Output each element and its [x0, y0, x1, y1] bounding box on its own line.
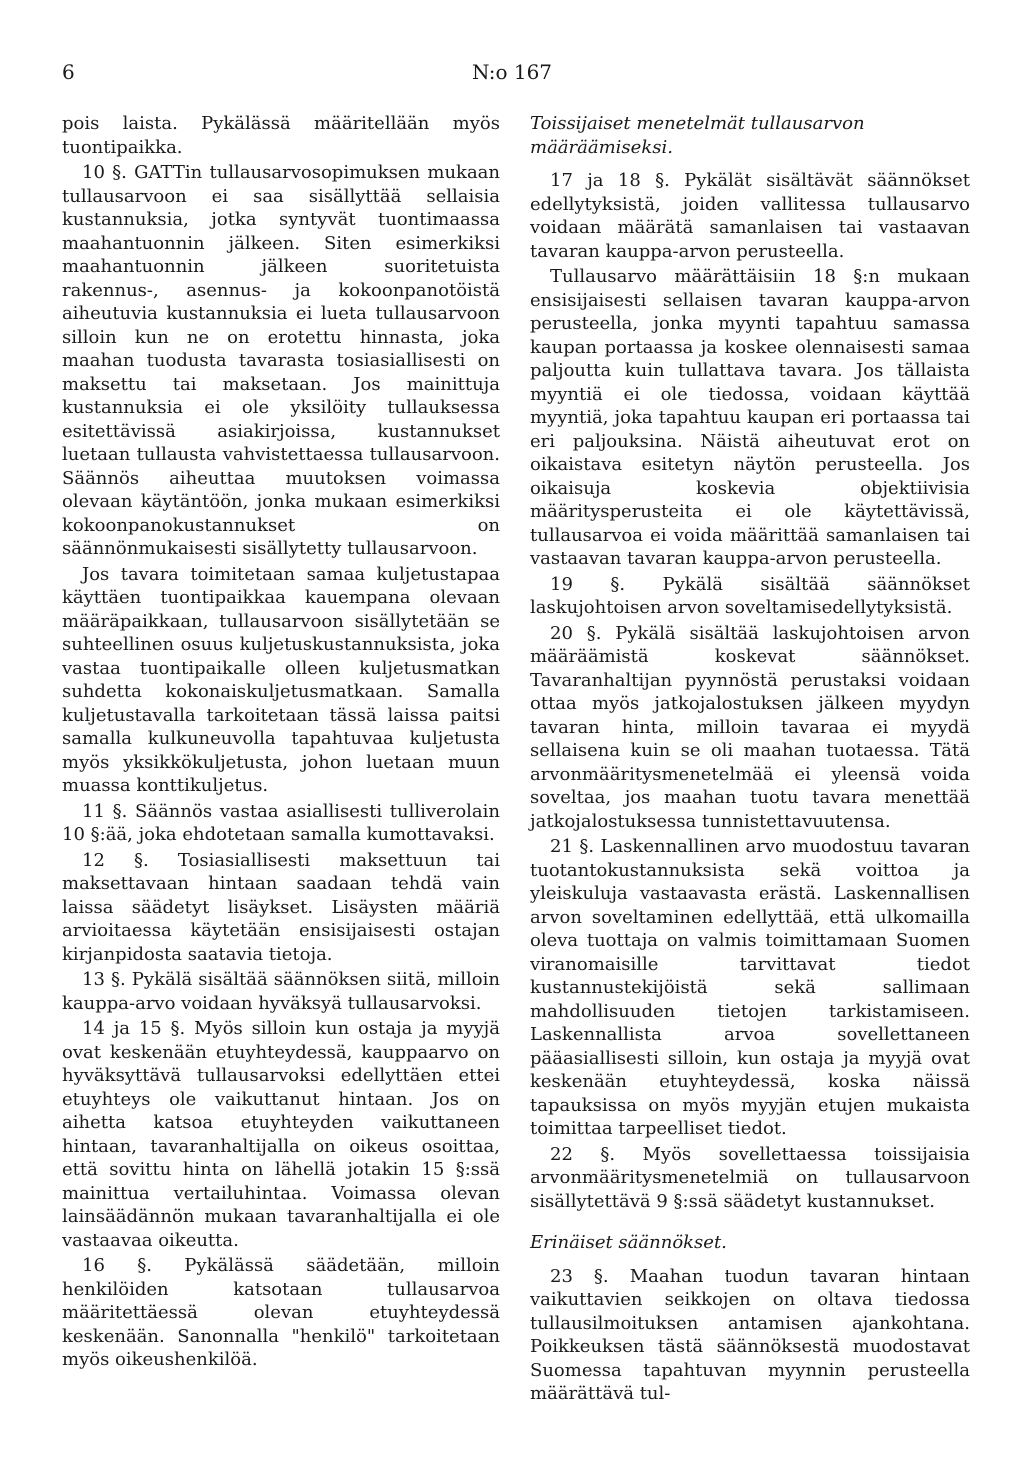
- paragraph-section-11: 11 §. Säännös vastaa asiallisesti tulliverolain 10 §:ää, joka ehdotetaan samalla kumottavaksi.: [62, 800, 500, 845]
- paragraph-section-17-18: 17 ja 18 §. Pykälät sisältävät säännökset edellytyksistä, joiden vallitessa tullausarvo voidaan määrätä samanlaisen tai vastaavan tavaran kauppa-arvon perusteella.: [530, 170, 970, 262]
- paragraph-section-20: 20 §. Pykälä sisältää laskujohtoisen arvon määräämistä koskevat säännökset. Tavaranhaltijan pyynnöstä perustaksi voidaan ottaa myös jatkojalostuksen jälkeen myydyn tavaran hinta, milloin tavaraa ei myydä sellaisena kuin se oli maahan tuotaessa. Tätä arvonmääritysmenetelmää ei yleensä voida soveltaa, jos maahan tuotu tavara menettää jatkojalostuksessa tunnistettavuutensa.: [530, 622, 970, 832]
- right-column: [530, 112, 970, 1406]
- paragraph-section-14-15: 14 ja 15 §. Myös silloin kun ostaja ja myyjä ovat keskenään etuyhteydessä, kauppaarvo on hyväksyttävä tullausarvoksi edellyttäen ettei etuyhteys ole vaikuttanut hintaan. Jos on aihetta katsoa etuyhteyden vaikuttaneen hintaan, tavaranhaltijalla on oikeus osoittaa, että sovittu hinta on lähellä jotakin 15 §:ssä mainittua vertailuhintaa. Voimassa olevan lainsäädännön mukaan tavaranhaltijalla ei ole vastaavaa oikeutta.: [62, 1018, 500, 1251]
- paragraph-section-22: 22 §. Myös sovellettaessa toissijaisia arvonmääritysmenetelmiä on tullausarvoon sisällytettävä 9 §:ssä säädetyt kustannukset.: [530, 1143, 970, 1212]
- paragraph-section-23: 23 §. Maahan tuodun tavaran hintaan vaikuttavien seikkojen on oltava tiedossa tullausilmoituksen antamisen ajankohtana. Poikkeuksen tästä säännöksestä muodostavat Suomessa tapahtuvan myynnin perusteella määrättävä tul-: [530, 1265, 970, 1404]
- paragraph-section-16: 16 §. Pykälässä säädetään, milloin henkilöiden katsotaan tullausarvoa määritettäessä olevan etuyhteydessä keskenään. Sanonnalla "henkilö" tarkoitetaan myös oikeushenkilöä.: [62, 1255, 500, 1370]
- paragraph-section-10: 10 §. GATTin tullausarvosopimuksen mukaan tullausarvoon ei saa sisällyttää sellaisia kustannuksia, jotka syntyvät tuontimaassa maahantuonnin jälkeen. Siten esimerkiksi maahantuonnin jälkeen suoritetuista rakennus-, asennus- ja kokoonpanotöistä aiheutuvia kustannuksia ei lueta tullausarvoon silloin kun ne on erotettu hinnasta, joka maahan tuodusta tavarasta tosiasiallisesti on maksettu tai maksetaan. Jos mainittuja kustannuksia ei ole yksilöity tullauksessa esitettävissä asiakirjoissa, kustannukset luetaan tullausta vahvistettaessa tullausarvoon. Säännös aiheuttaa muutoksen voimassa olevaan käytäntöön, jonka mukaan esimerkiksi kokoonpanokustannukset on säännönmukaisesti sisällytetty tullausarvoon.: [62, 162, 500, 559]
- left-column: [62, 112, 500, 1372]
- paragraph: Tullausarvo määrättäisiin 18 §:n mukaan ensisijaisesti sellaisen tavaran kauppa-arvon perusteella, jonka myynti tapahtuu samassa kaupan portaassa ja koskee olennaisesti samaa paljoutta kuin tullattava tavara. Jos tällaista myyntiä ei ole tiedossa, voidaan käyttää myyntiä, joka tapahtuu kaupan eri portaassa tai eri paljouksina. Näistä aiheutuvat erot on oikaistava esitetyn näytön perusteella. Jos oikaisuja koskevia objektiivisia määritysperusteita ei ole käytettävissä, tullausarvoa ei voida määrittää samanlaisen tai vastaavan tavaran kauppa-arvon perusteella.: [530, 266, 970, 569]
- section-heading: Toissijaiset menetelmät tullausarvon määräämiseksi.: [530, 113, 865, 158]
- paragraph-section-19: 19 §. Pykälä sisältää säännökset laskujohtoisen arvon soveltamisedellytyksistä.: [530, 573, 970, 618]
- document-number: N:o 167: [471, 60, 553, 84]
- paragraph: Jos tavara toimitetaan samaa kuljetustapaa käyttäen tuontipaikkaa kauempana olevaan määräpaikkaan, tullausarvoon sisällytetään se suhteellinen osuus kuljetuskustannuksista, joka vastaa tuontipaikalle olleen kuljetusmatkan suhdetta kokonaiskuljetusmatkaan. Samalla kuljetustavalla tarkoitetaan tässä laissa paitsi samalla kulkuneuvolla tapahtuvaa kuljetusta myös yksikkökuljetusta, johon luetaan muun muassa konttikuljetus.: [62, 563, 500, 796]
- page-number: 6: [62, 60, 75, 84]
- section-heading: Erinäiset säännökset.: [530, 1232, 727, 1253]
- paragraph-section-21: 21 §. Laskennallinen arvo muodostuu tavaran tuotantokustannuksista sekä voittoa ja yleiskuluja vastaavasta erästä. Laskennallisen arvon soveltaminen edellyttää, että ulkomailla oleva tuottaja on valmis toimittamaan Suomen viranomaisille tarvittavat tiedot kustannustekijöistä sekä sallimaan mahdollisuuden tietojen tarkistamiseen. Laskennallista arvoa sovellettaneen pääasiallisesti silloin, kun ostaja ja myyjä ovat keskenään etuyhteydessä, koska näissä tapauksissa on myös myyjän etujen mukaista toimittaa tarpeelliset tiedot.: [530, 836, 970, 1139]
- paragraph-section-13: 13 §. Pykälä sisältää säännöksen siitä, milloin kauppa-arvo voidaan hyväksyä tullausarvoksi.: [62, 969, 500, 1014]
- page-header: [0, 60, 1024, 96]
- paragraph: pois laista. Pykälässä määritellään myös tuontipaikka.: [62, 113, 500, 158]
- paragraph-section-12: 12 §. Tosiasiallisesti maksettuun tai maksettavaan hintaan saadaan tehdä vain laissa säädetyt lisäykset. Lisäysten määriä arvioitaessa käytetään ensisijaisesti ostajan kirjanpidosta saatavia tietoja.: [62, 849, 500, 965]
